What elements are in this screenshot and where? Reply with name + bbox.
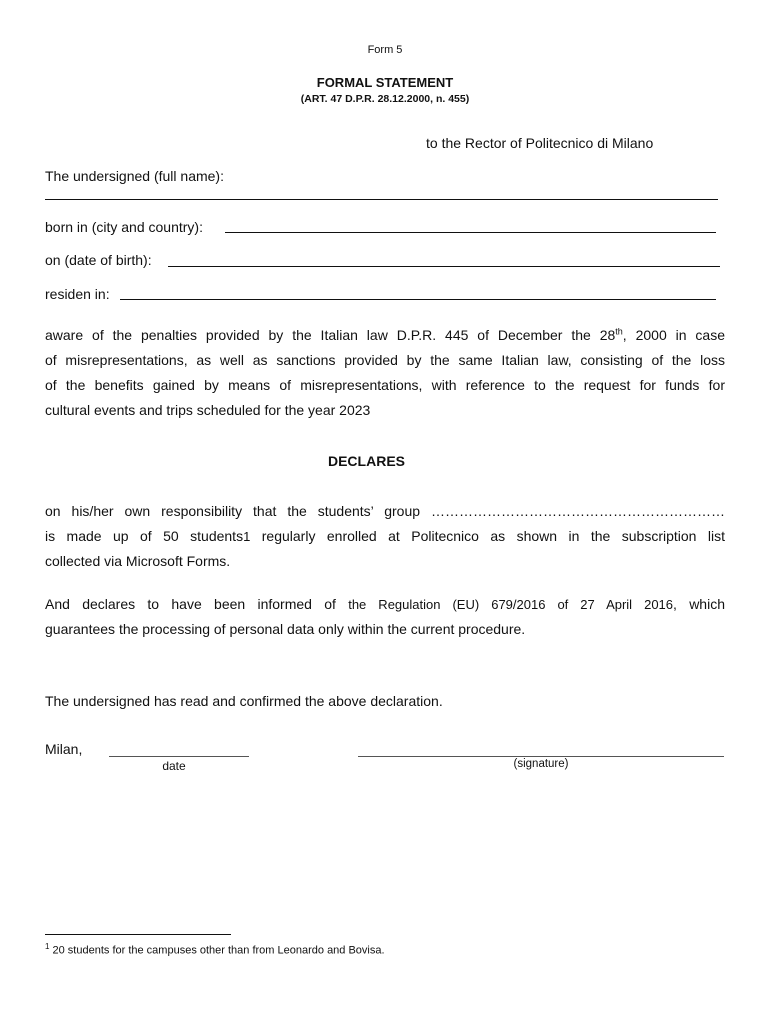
declaration-line-3: collected via Microsoft Forms.: [45, 553, 231, 569]
declaration-paragraph: [45, 499, 725, 574]
confirmation-text: The undersigned has read and confirmed the above declaration.: [45, 693, 443, 709]
full-name-label: The undersigned (full name):: [45, 168, 224, 184]
privacy-line-2: guarantees the processing of personal data only within the current procedure.: [45, 621, 526, 637]
footnote-text: 20 students for the campuses other than from Leonardo and Bovisa.: [49, 944, 385, 957]
privacy-paragraph: [45, 592, 725, 642]
declaration-line-2: is made up of 50 students1 regularly enrolled at Politecnico as shown in the subscription list: [45, 528, 725, 544]
awareness-line-4: cultural events and trips scheduled for the year 2023: [45, 402, 371, 418]
signature-caption: (signature): [513, 758, 569, 770]
footnote-number: 1: [45, 942, 50, 951]
footnote-divider: [45, 934, 231, 935]
date-caption: date: [162, 759, 186, 773]
addressee: to the Rector of Politecnico di Milano: [426, 135, 654, 151]
declares-heading: DECLARES: [327, 453, 405, 469]
awareness-paragraph: [45, 323, 725, 423]
birthdate-label: on (date of birth):: [45, 252, 152, 268]
residence-label: residen in:: [45, 286, 110, 302]
full-name-field[interactable]: [45, 199, 718, 200]
privacy-line-1: And declares to have been informed of the Regulation (EU) 679/2016 of 27 April 2016, which: [45, 596, 725, 612]
place-label: Milan,: [45, 741, 83, 757]
birthdate-field[interactable]: [168, 266, 720, 267]
date-field[interactable]: [109, 756, 249, 757]
awareness-line-2: of misrepresentations, as well as sanctions provided by the same Italian law, consisting of the loss: [45, 352, 725, 368]
footnote: [45, 942, 385, 957]
residence-field[interactable]: [120, 299, 716, 300]
form-number: Form 5: [367, 44, 403, 56]
birthplace-label: born in (city and country):: [45, 219, 203, 235]
document-subtitle: (ART. 47 D.P.R. 28.12.2000, n. 455): [300, 93, 470, 105]
awareness-line-1: aware of the penalties provided by the Italian law D.P.R. 445 of December the 28th, 2000 in case: [45, 326, 725, 343]
ordinal-superscript: th: [615, 326, 623, 337]
declaration-line-1: on his/her own responsibility that the students’ group ………………………………………………………: [45, 503, 725, 519]
footnote-reference[interactable]: 1: [243, 529, 251, 544]
awareness-line-3: of the benefits gained by means of misrepresentations, with reference to the request for funds for: [45, 377, 725, 393]
birthplace-field[interactable]: [225, 232, 716, 233]
document-title: FORMAL STATEMENT: [316, 75, 454, 90]
signature-field[interactable]: [358, 756, 724, 757]
